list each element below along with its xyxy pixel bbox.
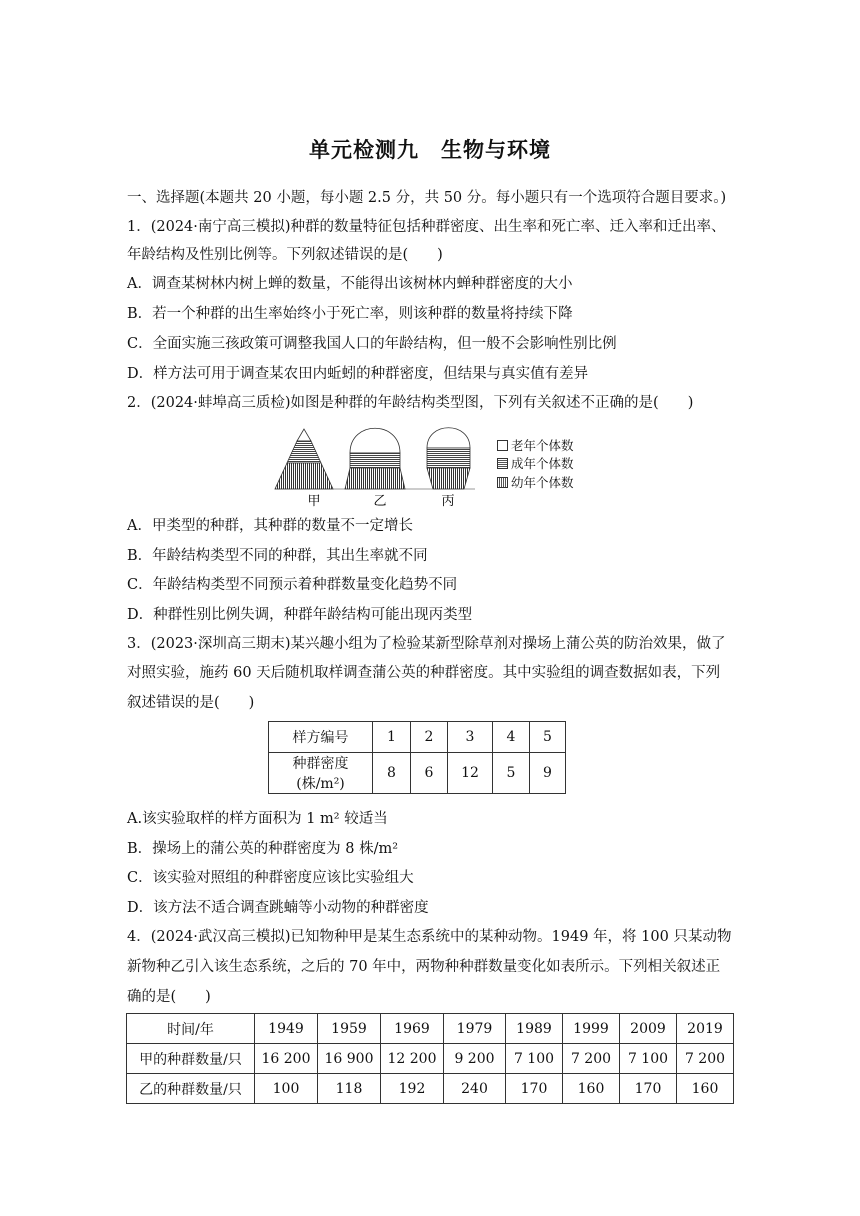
table-cell: 170	[506, 1074, 563, 1104]
table-cell: 170	[620, 1074, 677, 1104]
q4-population-table	[126, 1013, 734, 1104]
table-cell: 100	[255, 1074, 318, 1104]
table-cell: 2019	[677, 1014, 734, 1044]
table-cell: 5	[493, 753, 530, 794]
table-cell: 160	[563, 1074, 620, 1104]
urn-bing	[427, 428, 470, 489]
q3-sample-table	[268, 721, 566, 794]
table-cell: 1999	[563, 1014, 620, 1044]
table-cell: 1989	[506, 1014, 563, 1044]
q1-stem-line1: 1．(2024·南宁高三模拟)种群的数量特征包括种群密度、出生率和死亡率、迁入率和迁出率、	[127, 219, 726, 235]
table-cell: 9	[530, 753, 566, 794]
table-cell: 6	[411, 753, 448, 794]
table-cell: 2009	[620, 1014, 677, 1044]
q3-option-d: D．该方法不适合调查跳蝻等小动物的种群密度	[127, 900, 429, 916]
table-cell: 16 900	[318, 1044, 381, 1074]
figure-label-yi: 乙	[373, 494, 387, 508]
pyramid-jia	[275, 429, 333, 489]
q4-stem-line3: 确的是( )	[127, 989, 211, 1005]
table-cell: 240	[444, 1074, 506, 1104]
q1-stem-line2: 年龄结构及性别比例等。下列叙述错误的是( )	[127, 247, 443, 263]
table-cell: 3	[448, 722, 493, 753]
figure-label-bing: 丙	[441, 494, 455, 508]
table-cell: 4	[493, 722, 530, 753]
table-cell: 7 100	[506, 1044, 563, 1074]
table-row	[127, 1014, 734, 1044]
legend-adult-swatch	[497, 458, 508, 469]
figure-label-jia: 甲	[307, 494, 321, 508]
q3-option-a: A.该实验取样的样方面积为 1 m² 较适当	[127, 811, 388, 827]
table-cell: 样方编号	[269, 722, 373, 753]
q4-stem-line1: 4．(2024·武汉高三模拟)已知物种甲是某生态系统中的某种动物。1949 年，将 100 只某动物	[127, 929, 732, 945]
table-cell: 7 100	[620, 1044, 677, 1074]
table-cell: 12 200	[381, 1044, 444, 1074]
legend-adult	[497, 457, 574, 471]
table-cell: 5	[530, 722, 566, 753]
table-cell: 1969	[381, 1014, 444, 1044]
table-cell: 7 200	[677, 1044, 734, 1074]
legend-young	[497, 476, 574, 490]
table-cell: 118	[318, 1074, 381, 1104]
bell-yi	[345, 428, 405, 489]
q1-option-a: A．调查某树林内树上蝉的数量，不能得出该树林内蝉种群密度的大小	[127, 276, 573, 292]
legend-adult-label: 成年个体数	[511, 456, 574, 471]
table-cell: 8	[373, 753, 411, 794]
q3-option-c: C．该实验对照组的种群密度应该比实验组大	[127, 870, 414, 886]
table-row	[127, 1074, 734, 1104]
q2-option-c: C．年龄结构类型不同预示着种群数量变化趋势不同	[127, 577, 458, 593]
legend-old-swatch	[497, 440, 508, 451]
table-cell: 12	[448, 753, 493, 794]
table-cell: 1979	[444, 1014, 506, 1044]
section-header: 一、选择题(本题共 20 小题，每小题 2.5 分，共 50 分。每小题只有一个选项符合题目要求。)	[127, 190, 727, 206]
legend-old	[497, 439, 574, 453]
q3-stem-line3: 叙述错误的是( )	[127, 695, 255, 711]
table-cell: 1949	[255, 1014, 318, 1044]
table-cell: 种群密度(株/m²)	[269, 753, 373, 794]
table-cell: 1	[373, 722, 411, 753]
q1-option-d: D．样方法可用于调查某农田内蚯蚓的种群密度，但结果与真实值有差异	[127, 366, 589, 382]
q1-option-c: C．全面实施三孩政策可调整我国人口的年龄结构，但一般不会影响性别比例	[127, 336, 617, 352]
table-cell: 7 200	[563, 1044, 620, 1074]
table-cell: 16 200	[255, 1044, 318, 1074]
table-cell: 160	[677, 1074, 734, 1104]
table-cell: 时间/年	[127, 1014, 255, 1044]
table-cell: 9 200	[444, 1044, 506, 1074]
table-cell: 2	[411, 722, 448, 753]
q1-option-b: B．若一个种群的出生率始终小于死亡率，则该种群的数量将持续下降	[127, 306, 573, 322]
table-row	[127, 1044, 734, 1074]
q2-option-b: B．年龄结构类型不同的种群，其出生率就不同	[127, 548, 428, 564]
table-cell: 甲的种群数量/只	[127, 1044, 255, 1074]
table-cell: 192	[381, 1074, 444, 1104]
legend-young-label: 幼年个体数	[511, 475, 574, 490]
table-row	[269, 753, 566, 794]
q3-stem-line2: 对照实验，施药 60 天后随机取样调查蒲公英的种群密度。其中实验组的调查数据如表，下列	[127, 665, 721, 681]
q3-stem-line1: 3．(2023·深圳高三期末)某兴趣小组为了检验某新型除草剂对操场上蒲公英的防治效果，做了	[127, 636, 726, 652]
q2-stem: 2．(2024·蚌埠高三质检)如图是种群的年龄结构类型图，下列有关叙述不正确的是( )	[127, 395, 694, 411]
q2-option-a: A．甲类型的种群，其种群的数量不一定增长	[127, 518, 413, 534]
q2-option-d: D．种群性别比例失调，种群年龄结构可能出现丙类型	[127, 607, 473, 623]
q4-stem-line2: 新物种乙引入该生态系统，之后的 70 年中，两物种种群数量变化如表所示。下列相关叙述正	[127, 959, 721, 975]
legend-old-label: 老年个体数	[511, 438, 574, 453]
table-row	[269, 722, 566, 753]
table-cell: 1959	[318, 1014, 381, 1044]
table-cell: 乙的种群数量/只	[127, 1074, 255, 1104]
legend-young-swatch	[497, 477, 508, 488]
q3-option-b: B．操场上的蒲公英的种群密度为 8 株/m²	[127, 841, 399, 857]
page-title: 单元检测九 生物与环境	[309, 138, 551, 162]
age-structure-figure	[270, 426, 495, 508]
